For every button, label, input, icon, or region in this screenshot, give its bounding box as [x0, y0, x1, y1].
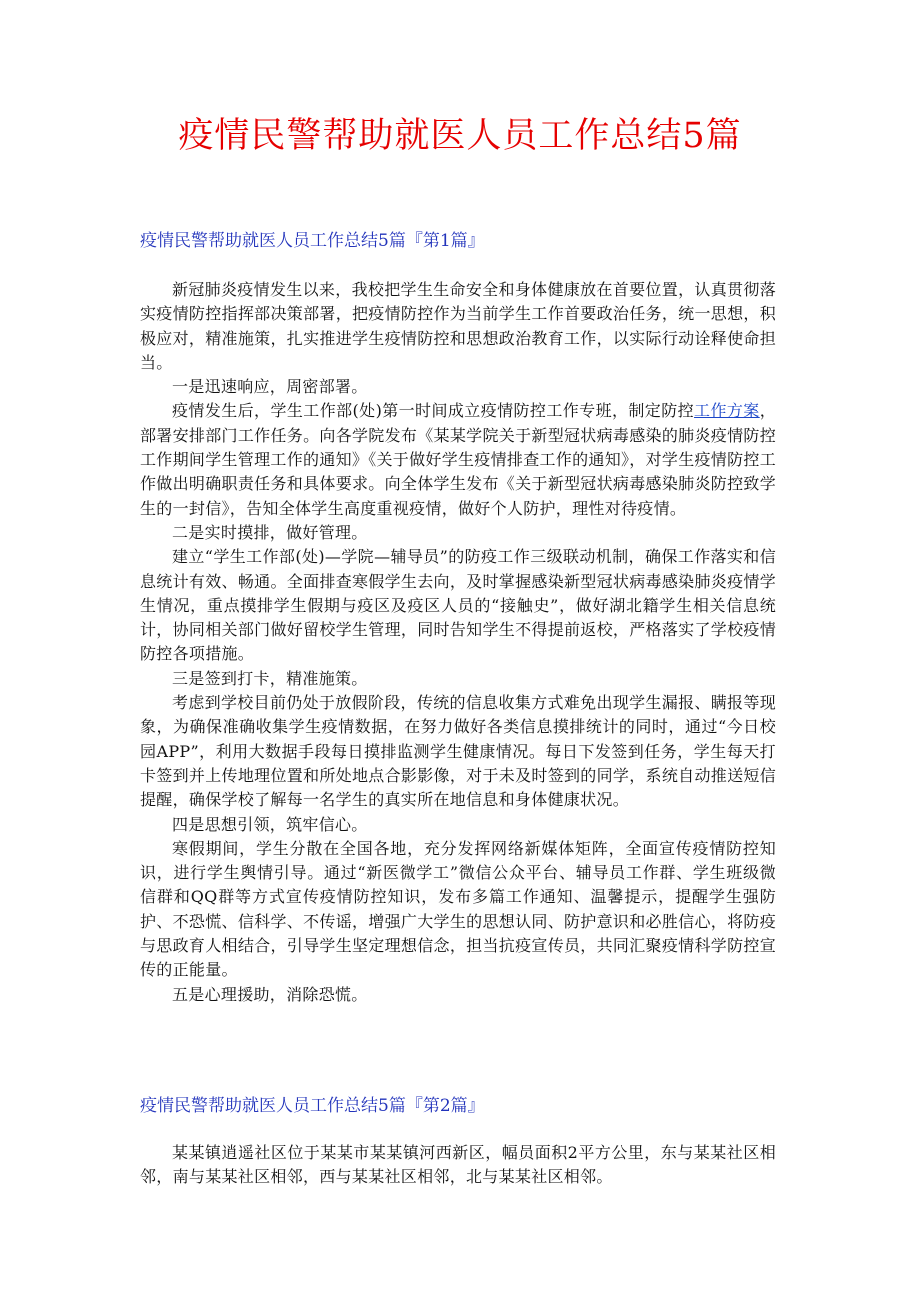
document-title: 疫情民警帮助就医人员工作总结5篇: [178, 116, 742, 156]
paragraph-subheading: 五是心理援助，消除恐慌。: [172, 984, 368, 1004]
section-body-2: [140, 1141, 776, 1190]
paragraph-subheading: 四是思想引领，筑牢信心。: [172, 814, 368, 834]
paragraph-subheading: 二是实时摸排，做好管理。: [172, 522, 368, 542]
paragraph-subheading: 一是迅速响应，周密部署。: [172, 377, 368, 397]
section-heading-2: 疫情民警帮助就医人员工作总结5篇『第2篇』: [140, 1096, 485, 1116]
work-plan-link[interactable]: 工作方案: [694, 401, 760, 421]
paragraph: 建立“学生工作部(处)—学院—辅导员”的防疫工作三级联动机制，确保工作落实和信息统计有效、畅通。全面排查寒假学生去向，及时掌握感染新型冠状病毒感染肺炎疫情学生情况，重点摸排学生假期与疫区及疫区人员的“接触史”，做好湖北籍学生相关信息统计，协同相关部门做好留校学生管理，同时告知学生不得提前返校，严格落实了学校疫情防控各项措施。: [140, 547, 776, 664]
paragraph: [140, 399, 776, 520]
paragraph: 某某镇逍遥社区位于某某市某某镇河西新区，幅员面积2平方公里，东与某某社区相邻，南与某某社区相邻，西与某某社区相邻，北与某某社区相邻。: [140, 1143, 776, 1187]
section-body-1: [140, 278, 776, 1007]
paragraph-text: ，部署安排部门工作任务。向各学院发布《某某学院关于新型冠状病毒感染的肺炎疫情防控工作期间学生管理工作的通知》《关于做好学生疫情排查工作的通知》，对学生疫情防控工作做出明确职责任务和具体要求。向全体学生发布《关于新型冠状病毒感染肺炎防控致学生的一封信》，告知全体学生高度重视疫情，做好个人防护，理性对待疫情。: [140, 401, 777, 518]
paragraph-subheading: 三是签到打卡，精准施策。: [172, 668, 368, 688]
paragraph: 寒假期间，学生分散在全国各地，充分发挥网络新媒体矩阵，全面宣传疫情防控知识，进行学生舆情引导。通过“新医微学工”微信公众平台、辅导员工作群、学生班级微信群和QQ群等方式宣传疫情防控知识，发布多篇工作通知、温馨提示，提醒学生强防护、不恐慌、信科学、不传谣，增强广大学生的思想认同、防护意识和必胜信心，将防疫与思政育人相结合，引导学生坚定理想信念，担当抗疫宣传员，共同汇聚疫情科学防控宣传的正能量。: [140, 838, 776, 980]
paragraph-text: 疫情发生后，学生工作部(处)第一时间成立疫情防控工作专班，制定防控: [172, 401, 695, 421]
paragraph: 考虑到学校目前仍处于放假阶段，传统的信息收集方式难免出现学生漏报、瞒报等现象，为确保准确收集学生疫情数据，在努力做好各类信息摸排统计的同时，通过“今日校园APP”，利用大数据手段每日摸排监测学生健康情况。每日下发签到任务，学生每天打卡签到并上传地理位置和所处地点合影影像，对于未及时签到的同学，系统自动推送短信提醒，确保学校了解每一名学生的真实所在地信息和身体健康状况。: [140, 693, 776, 810]
section-heading-1: 疫情民警帮助就医人员工作总结5篇『第1篇』: [140, 231, 485, 251]
paragraph: 新冠肺炎疫情发生以来，我校把学生生命安全和身体健康放在首要位置，认真贯彻落实疫情防控指挥部决策部署，把疫情防控作为当前学生工作首要政治任务，统一思想，积极应对，精准施策，扎实推进学生疫情防控和思想政治教育工作，以实际行动诠释使命担当。: [140, 280, 776, 372]
